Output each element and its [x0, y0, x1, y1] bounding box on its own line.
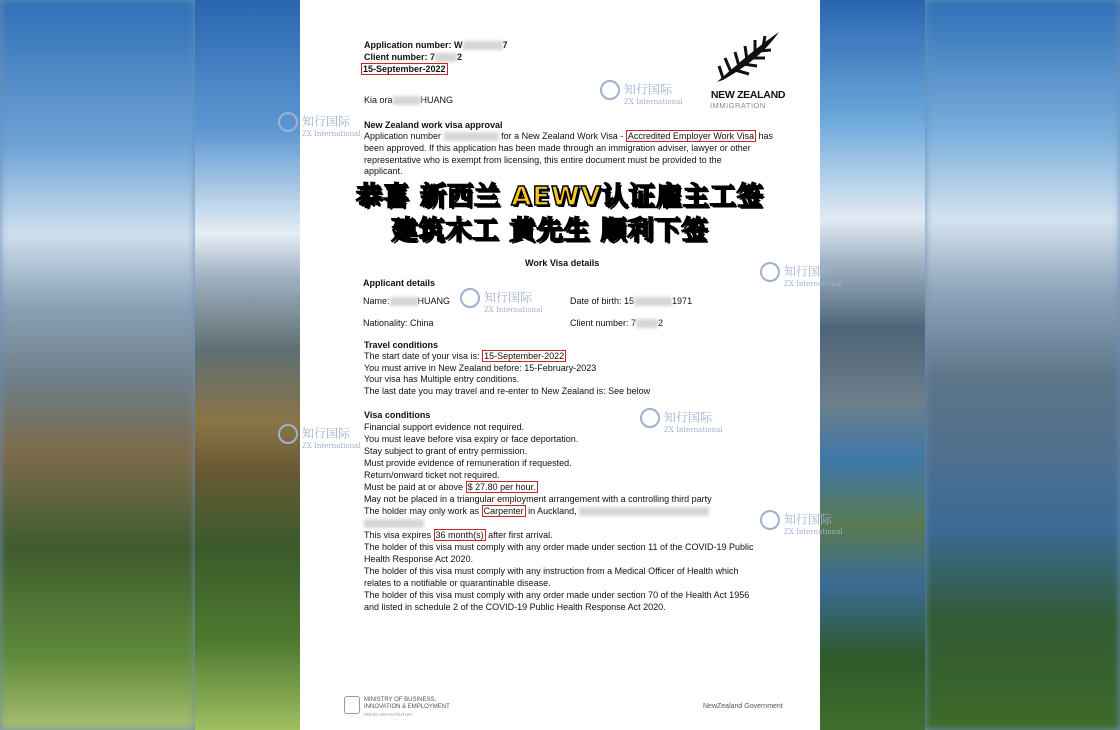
watermark: 知行国际 ZX International: [760, 262, 843, 288]
nz-immigration-logo: NEW ZEALAND IMMIGRATION: [708, 28, 788, 110]
approval-heading: New Zealand work visa approval: [364, 120, 503, 130]
hourly-rate: $ 27.80 per hour.: [467, 482, 536, 492]
visa-start-date: 15-September-2022: [484, 351, 565, 361]
letter-date: 15-September-2022: [363, 64, 446, 74]
mbie-crest-icon: [344, 696, 360, 714]
visa-type: Accredited Employer Work Visa: [627, 131, 755, 141]
watermark: 知行国际 ZX International: [278, 112, 361, 138]
overlay-headline: 恭喜 新西兰 AEWV认证雇主工签: [356, 182, 764, 212]
visa-duration: 36 month(s): [435, 530, 484, 540]
occupation: Carpenter: [483, 506, 524, 516]
background-landscape-right: [925, 0, 1120, 730]
watermark: 知行国际 ZX International: [640, 408, 723, 434]
landscape-strip-left: [195, 0, 300, 730]
watermark: 知行国际 ZX International: [278, 424, 361, 450]
watermark: 知行国际 ZX International: [460, 288, 543, 314]
ministry-footer: MINISTRY OF BUSINESS, INNOVATION & EMPLOYMENT HĪKINA WHAKATUTUKI: [364, 697, 450, 717]
nz-government-footer: NewZealand Government: [703, 703, 783, 710]
details-heading: Work Visa details: [525, 258, 600, 268]
watermark: 知行国际 ZX International: [600, 80, 683, 106]
watermark: 知行国际 ZX International: [760, 510, 843, 536]
background-landscape-left: [0, 0, 195, 730]
silver-fern-icon: [713, 28, 783, 84]
landscape-strip-right: [820, 0, 925, 730]
visa-approval-letter: NEW ZEALAND IMMIGRATION Application number: W 7 Client number: 7 2 15-September-2022 Kia ora HUANG New Zealand work visa approval Application number for a New Zealand Work Visa - Accredited Employer Work Visa has been approved. If this application has been made through an immigration adviser, lawyer or other representative who is exempt from licensing, this entire document must be provided to the applicant. Work Visa details Applicant details Name: HUANG Date of birth: 15 1971 Nationality: China Client number: 7 2 Travel conditions The start date of your visa is: 15-September-2022 You must arrive in New Zealand before: 15-February-2023 Your visa has Multiple entry conditions. The last date you may travel and re-enter to New Zealand is: See below Visa conditions Financial support evidence not required. You must leave before visa expiry or face deportation. Stay subject to grant of entry permission. Must provide evidence of remuneration if requested. Return/onward ticket not required. Must be paid at or above $ 27.80 per hour. May not be placed in a triangular employment arrangement with a controlling third party The holder may only work as Carpenter in Auckland, This visa expires 36 month(s) after first arrival. The holder of this visa must comply with any order made under section 11 of the COVID-19 Public Health Response Act 2020. The holder of this visa must comply with any instruction from a Medical Officer of Health which relates to a notifiable or quarantinable disease. The holder of this visa must comply with any order made under section 70 of the Health Act 1956 and listed in schedule 2 of the COVID-19 Public Health Response Act 2020. MINISTRY OF BUSINESS, INNOVATION & EMPLOYMENT HĪKINA WHAKATUTUKI NewZealand Government: [300, 0, 820, 730]
overlay-subheadline: 建筑木工 黄先生 顺利下签: [391, 216, 709, 246]
